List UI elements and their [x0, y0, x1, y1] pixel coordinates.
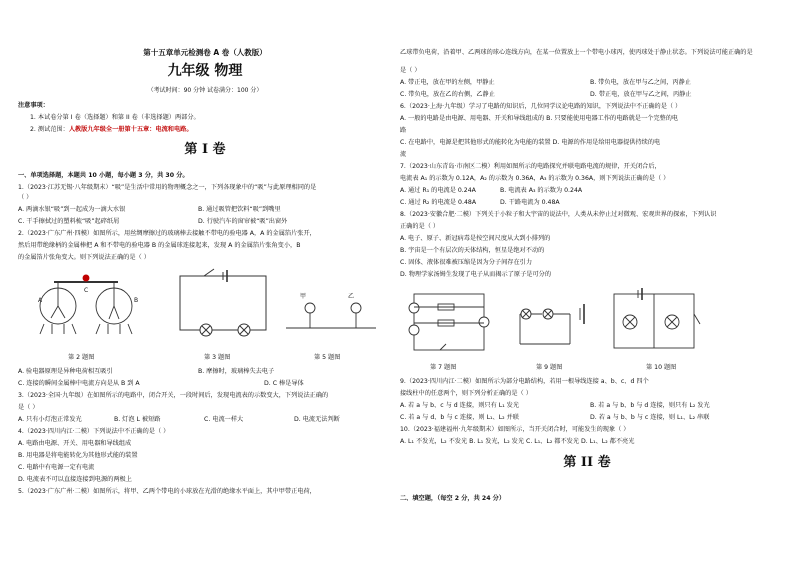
q1-option-a: A. 两滴水银“吸”到一起成为一滴大水银	[18, 206, 126, 213]
q9-line-2: 接线柱中的任意两个，则下列分析正确的是（ ）	[400, 390, 532, 397]
q9-option-a: A. 若 a 与 b、c 与 d 连接，则只有 L₁ 发光	[400, 402, 520, 409]
q1-option-b: B. 通过吸管把饮料“吸”到嘴里	[198, 206, 281, 213]
q5-option-c: C. 带负电，放在乙的右侧，乙静止	[400, 91, 495, 98]
section-1-title: 一、单项选择题，本题共 10 小题，每小题 3 分，共 30 分。	[18, 172, 189, 179]
q7-line-2: 电流表 A₁ 的示数为 0.12A，A₂ 的示数为 0.36A，A₃ 的示数为 0.36A，则下列说法正确的是（ ）	[400, 175, 670, 182]
note-2-scope: 人教版九年级全一册第十五章：电流和电路。	[68, 126, 193, 133]
q5-continuation: 乙球带负电荷，沿着甲、乙两球的球心连线方向，在某一位置放上一个带电小球丙，使丙球处于静止状态。下列说法可能正确的是	[400, 49, 753, 56]
volume-1-title: 第 I 卷	[184, 142, 226, 157]
q6-line-5: 流	[400, 151, 407, 158]
note-2	[30, 125, 193, 134]
q5-option-a: A. 带正电，放在甲的左侧，甲静止	[400, 79, 495, 86]
note-2-prefix: 2. 测试范围：	[30, 126, 69, 133]
fig3-caption: 第 3 题图	[204, 354, 231, 361]
fig2-caption: 第 2 题图	[68, 354, 95, 361]
q1-line-2: （ ）	[18, 194, 33, 201]
q2-option-b: B. 摩擦时，玻璃棒失去电子	[198, 368, 275, 375]
q7-option-a: A. 通过 R₁ 的电流是 0.24A	[400, 187, 476, 194]
q10-line-1: 10.（2023·福建福州·九年级期末）如图所示，当开关闭合时，可能发生的现象（ ）	[400, 426, 630, 433]
note-1: 1. 本试卷分第 I 卷（选择题）和第 II 卷（非选择题）两部分。	[30, 114, 200, 121]
q6-line-3: 路	[400, 127, 407, 134]
q4-option-d: D. 电流表不可以直接连接到电源的两极上	[18, 476, 132, 483]
right-column	[400, 0, 774, 562]
fig5-label-yi: 乙	[348, 293, 355, 300]
q7-option-d: D. 干路电流为 0.48A	[500, 199, 560, 206]
q5-tail: 是（ ）	[400, 67, 421, 74]
q8-option-b: B. 宇宙是一个有层次的天体结构，恒星是绝对不动的	[400, 247, 545, 254]
figures-row-right	[400, 284, 774, 362]
volume-2-title: 第 II 卷	[563, 455, 611, 470]
charged-balls-figure	[286, 303, 376, 328]
q2-option-d: D. C 棒是导体	[264, 380, 304, 387]
q2-line-1: 2.（2023·广东广州·四模）如图所示，用丝绸摩擦过的玻璃棒去接触不带电的验电器 A，A 的金属箔片张开，	[18, 230, 316, 237]
q9-line-1: 9.（2023·四川内江·二模）如图所示为部分电路结构，若用一根导线连接 a、b、c、d 四个	[400, 378, 649, 385]
q9-option-c: C. 若 a 与 d、b 与 c 连接，则 L₁、L₂ 并联	[400, 414, 519, 421]
left-column	[18, 0, 392, 562]
circuit-figure-q10	[614, 288, 700, 348]
q9-option-b: B. 若 a 与 b、b 与 d 连接，则只有 L₂ 发光	[590, 402, 710, 409]
circuit-figure-q7	[409, 294, 489, 350]
fig5-caption: 第 5 题图	[314, 354, 341, 361]
q8-line-1: 8.（2023·安徽合肥·二模）下列关于小粒子和大宇宙的说法中，人类从未停止过对微观、宏观世界的探索，下列认识	[400, 211, 717, 218]
circuit-figure-q9	[520, 304, 584, 344]
q8-option-a: A. 电子、原子、新冠病毒是按空间尺度从大到小排列的	[400, 235, 551, 242]
q2-option-c: C. 连接的瞬间金属棒中电流方向是从 B 到 A	[18, 380, 140, 387]
electroscope-label-c: C	[84, 287, 89, 294]
q10-options: A. L₁ 不发光，L₂ 不发光 B. L₁ 发光，L₂ 发光 C. L₁、L₂ 都不发光 D. L₁、L₂ 都不亮光	[400, 438, 635, 445]
q3-line-2: 是（ ）	[18, 404, 39, 411]
q2-option-a: A. 验电器原理是异种电荷相互吸引	[18, 368, 113, 375]
q8-option-c: C. 固体、液体很难被压缩是因为分子间存在引力	[400, 259, 533, 266]
q6-line-4: C. 在电路中，电源是把其他形式的能转化为电能的装置 D. 电源的作用是给用电器提供持续的电	[400, 139, 661, 146]
circuit-figure-q3	[180, 269, 266, 336]
q4-option-a: A. 电路由电源、开关、用电器和导线组成	[18, 440, 132, 447]
q6-line-2: A. 一般的电路是由电源、用电器、开关和导线组成的 B. 只要能使用电器工作的电路就是一个完整的电	[400, 115, 679, 122]
electroscope-label-a: A	[38, 297, 43, 304]
q2-line-2: 然后用带绝缘柄的金属棒把 A 和不带电的验电器 B 的金属球连接起来，发现 A 的金属箔片张角变小，B	[18, 242, 301, 249]
header-title: 第十五章单元检测卷 A 卷（人教版）	[143, 48, 267, 57]
q4-option-c: C. 电路中有电源一定有电流	[18, 464, 95, 471]
q9-option-d: D. 若 a 与 b、b 与 c 连接，则 L₁、L₂ 串联	[590, 414, 710, 421]
subject-title: 九年级 物理	[167, 63, 243, 79]
fig5-label-jia: 甲	[300, 293, 307, 300]
notes-title: 注意事项：	[18, 102, 49, 109]
q6-line-1: 6.（2023·上海·九年级）学习了电路的知识后，几位同学议论电路的知识，下列说法中不正确的是（ ）	[400, 103, 682, 110]
q3-option-a: A. 只有小灯泡正常发光	[18, 416, 82, 423]
q4-option-b: B. 用电器是将电能转化为其他形式能的装置	[18, 452, 138, 459]
q1-option-c: C. 干手擦拭过的塑料梳“吸”起碎纸屑	[18, 218, 120, 225]
fig9-caption: 第 9 题图	[536, 364, 563, 371]
q3-option-c: C. 电流一样大	[204, 416, 244, 423]
fig10-caption: 第 10 题图	[646, 364, 677, 371]
q8-option-d: D. 物理学家汤姆生发现了电子从而揭示了原子是可分的	[400, 271, 552, 278]
electroscope-figure	[40, 275, 132, 334]
exam-meta: （考试时间：90 分钟 试卷满分：100 分）	[147, 87, 263, 94]
q5-option-b: B. 带负电，放在甲与乙之间，丙静止	[590, 79, 691, 86]
q3-option-b: B. 灯泡 L 被短路	[114, 416, 161, 423]
q7-option-b: B. 电流表 A₃ 的示数为 0.24A	[500, 187, 583, 194]
fig7-caption: 第 7 题图	[430, 364, 457, 371]
q1-line-1: 1.（2023·江苏无锡·八年级期末）“吸”是生活中常用的物理概念之一，下列各现象中的“吸”与此原理相同的是	[18, 184, 317, 191]
q2-line-3: 的金属箔片张角变大。则下列说法正确的是（ ）	[18, 254, 150, 261]
electroscope-label-b: B	[134, 297, 139, 304]
q7-line-1: 7.（2023·山东青岛·市南区二模）利用如图所示的电路探究并联电路电流的规律，开关闭合后，	[400, 163, 661, 170]
q3-option-d: D. 电流无法判断	[294, 416, 340, 423]
q8-line-2: 正确的是（ ）	[400, 223, 440, 230]
figures-row-left	[18, 266, 392, 348]
q7-option-c: C. 通过 R₂ 的电流是 0.48A	[400, 199, 477, 206]
q4-line-1: 4.（2023·四川内江·二模）下列说法中不正确的是（ ）	[18, 428, 170, 435]
q5-option-d: D. 带正电，放在甲与乙之间，丙静止	[590, 91, 692, 98]
q1-option-d: D. 行驶汽车的窗帘被“吸”出窗外	[198, 218, 288, 225]
q3-line-1: 3.（2023·全国·九年级）在如图所示的电路中，闭合开关，一段时间后，发现电流表的示数变大，下列说法正确的	[18, 392, 329, 399]
section-2-title: 二、填空题，（每空 2 分，共 24 分）	[400, 495, 506, 502]
q5-line-1: 5.（2023·广东广州·二模）如图所示，将甲、乙两个带电的小球放在光滑的绝缘水平面上，其中甲带正电荷，	[18, 488, 316, 495]
